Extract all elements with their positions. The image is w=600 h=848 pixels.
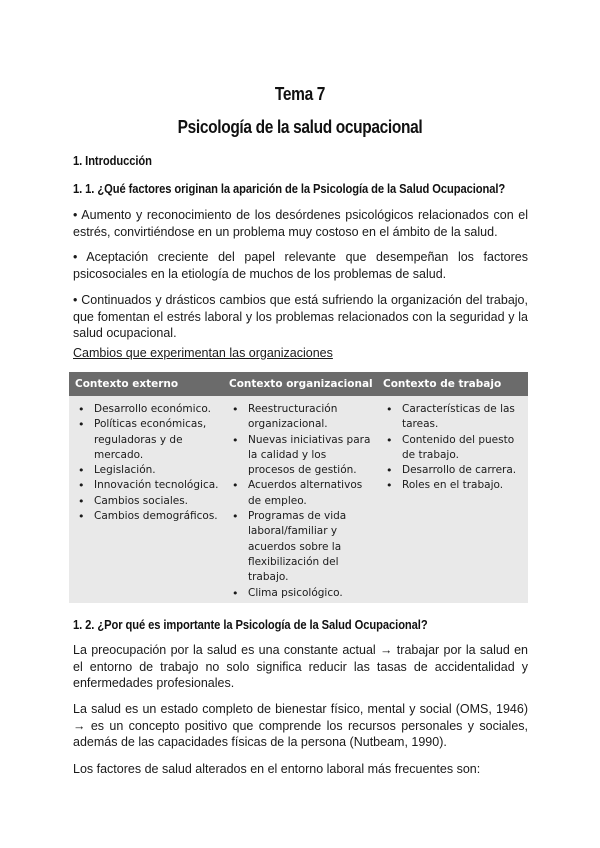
body-paragraph-2: La salud es un estado completo de bienestar físico, mental y social (OMS, 1946) → es un concepto positivo que comprende los recursos personales y sociales, además de las capacidades físicas de la persona (Nutbeam, 1990). xyxy=(73,702,528,749)
table-header-organizacional: Contexto organizacional xyxy=(229,378,373,390)
table-column-externo xyxy=(69,402,223,601)
list-item: • Políticas económicas, reguladoras y de mercado. xyxy=(94,417,223,463)
list-item: • Legislación. xyxy=(94,463,223,478)
table-column-trabajo xyxy=(377,402,528,601)
section-heading-1-2: 1. 2. ¿Por qué es importante la Psicología de la Salud Ocupacional? xyxy=(73,617,428,632)
list-item: • Acuerdos alternativos de empleo. xyxy=(248,478,377,509)
list-item: • Cambios sociales. xyxy=(94,494,223,509)
list-item: • Innovación tecnológica. xyxy=(94,478,223,493)
body-paragraph-3: Los factores de salud alterados en el entorno laboral más frecuentes son: xyxy=(73,762,481,776)
document-title: Tema 7 xyxy=(274,84,326,104)
intro-bullet-1: • Aumento y reconocimiento de los desórdenes psicológicos relacionados con el estrés, convirtiéndose en un problema muy costoso en el ámbito de la salud. xyxy=(73,208,528,239)
list-item: • Roles en el trabajo. xyxy=(402,478,528,493)
section-heading-introduccion: 1. Introducción xyxy=(73,153,152,168)
body-paragraph-1: La preocupación por la salud es una constante actual → trabajar por la salud en el entorno de trabajo no solo significa reducir las tasas de accidentalidad y enfermedades profesionales. xyxy=(73,643,528,690)
section-heading-1-1: 1. 1. ¿Qué factores originan la aparición de la Psicología de la Salud Ocupacional? xyxy=(73,181,506,196)
table-header-row xyxy=(69,372,528,396)
list-item: • Características de las tareas. xyxy=(402,402,528,433)
list-item: • Reestructuración organizacional. xyxy=(248,402,377,433)
table-caption: Cambios que experimentan las organizaciones xyxy=(73,346,333,360)
list-item: • Nuevas iniciativas para la calidad y los procesos de gestión. xyxy=(248,433,377,479)
list-item: • Desarrollo económico. xyxy=(94,402,223,417)
list-item: • Contenido del puesto de trabajo. xyxy=(402,433,528,464)
document-subtitle: Psicología de la salud ocupacional xyxy=(177,117,423,137)
intro-bullet-3: • Continuados y drásticos cambios que está sufriendo la organización del trabajo, que fomentan el estrés laboral y los problemas relacionados con la seguridad y la salud ocupacional. xyxy=(73,293,528,340)
intro-bullet-2: • Aceptación creciente del papel relevante que desempeñan los factores psicosociales en la etiología de muchos de los problemas de salud. xyxy=(73,250,528,281)
list-item: • Clima psicológico. xyxy=(248,586,377,601)
table-body-row xyxy=(69,396,528,601)
list-item: • Desarrollo de carrera. xyxy=(402,463,528,478)
list-item: • Programas de vida laboral/familiar y acuerdos sobre la flexibilización del trabajo. xyxy=(248,509,377,585)
table-header-trabajo: Contexto de trabajo xyxy=(383,378,502,390)
table-column-organizacional xyxy=(223,402,377,601)
table-header-externo: Contexto externo xyxy=(75,378,179,390)
changes-table xyxy=(69,372,528,603)
list-item: • Cambios demográficos. xyxy=(94,509,223,524)
